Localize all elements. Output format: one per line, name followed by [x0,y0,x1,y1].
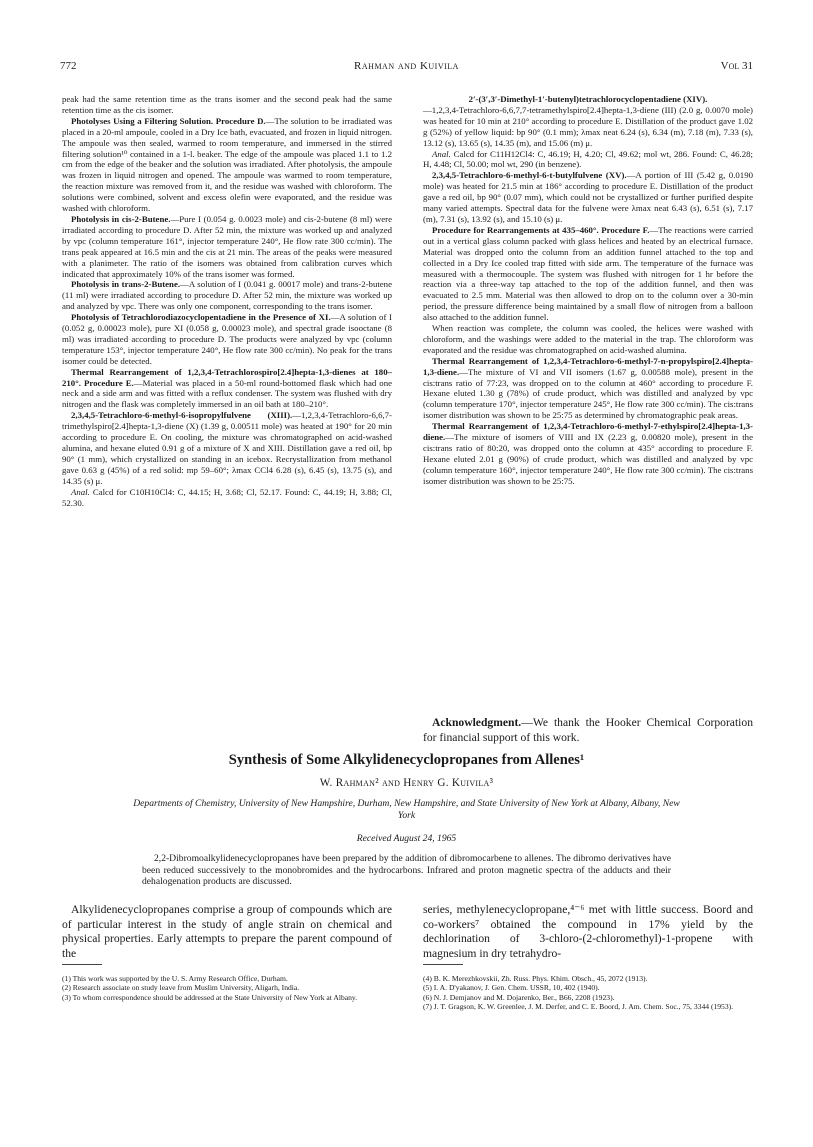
compound-heading: 2′-(3′,3′-Dimethyl-1′-butenyl)tetrachlorocyclopentadiene (XIV). [468,94,708,104]
footnote: (6) N. J. Demjanov and M. Dojarenko, Ber., B66, 2208 (1923). [423,992,615,1002]
footnotes-left [62,974,392,1002]
footnote-divider [62,964,102,965]
acknowledgment-text: —We thank the Hooker Chemical Corporation for financial support of this work. [423,716,753,744]
footnote: (1) This work was supported by the U. S. Army Research Office, Durham. [62,974,288,983]
footnote: (4) B. K. Merezhkovskii, Zh. Russ. Phys. Khim. Obsch., 45, 2072 (1913). [423,974,648,983]
article-title: Synthesis of Some Alkylidenecyclopropanes from Allenes¹ [228,752,585,768]
footnote: (3) To whom correspondence should be addressed at the State University of New York at Albany. [62,992,358,1002]
paragraph: Photolysis of Tetrachlorodiazocyclopentadiene in the Presence of XI.—A solution of I (0.052 g, 0.00023 mole), pure XI (0.058 g, 0.00023 mole), and spectral grade isooctane (8 ml) was irradiated according to procedure D. The products were analyzed by vpc (column temperature 153°, injector temperature 240°, He flow rate 300 cc/min). No peak for the trans isomer could be detected. [62,312,392,366]
affiliation: Departments of Chemistry, University of New Hampshire, Durham, New Hampshire, and State University of New York at Albany, Albany, New York [133,798,680,821]
intro-right-column [423,903,753,961]
footnote: (5) I. A. D'yakanov, J. Gen. Chem. USSR, 10, 402 (1940). [423,983,600,993]
paragraph: Anal. Calcd for C11H12Cl4: C, 46.19; H, 4.20; Cl, 49.62; mol wt, 286. Found: C, 46.28; H, 4.48; Cl, 50.00; mol wt, 290 (in benzene). [423,148,753,170]
section-heading: Thermal Rearrangement of 1,2,3,4-Tetrachloro-6-methyl-7-n-propylspiro[2.4]hepta-1,3-diene. [423,355,753,377]
experimental-left-column [62,94,392,508]
intro-paragraph: Alkylidenecyclopropanes comprise a group of compounds which are of particular interest in the study of angle strain on chemical and physical properties. Early attempts to prepare the parent compound of the [62,903,392,960]
section-heading: 2,3,4,5-Tetrachloro-6-methyl-6-isopropylfulvene (XIII). [71,410,293,421]
intro-left-column [62,903,392,961]
paragraph: Photolyses Using a Filtering Solution. Procedure D.—The solution to be irradiated was placed in a 20-ml ampoule, cooled in a Dry Ice bath, evacuated, and frozen in liquid nitrogen. The ampoule was then sealed, warmed to room temperature, and immersed in the stirred filtering solution¹⁰ contained in a 1-l. beaker. The edge of the ampoule was placed 1.1 to 1.2 cm from the edge of the beaker and the solution was irradiated. After photolysis, the ampoule was frozen in liquid nitrogen and opened. The ampoule was warmed to room temperature, the reaction mixture was removed from it, and the residue was washed with chloroform. The solutions were combined, solvent and excess olefin were evaporated, and the residue was washed with chloroform. [62,115,392,214]
section-heading: Thermal Rearrangement of 1,2,3,4-Tetrachlorospiro[2.4]hepta-1,3-dienes at 180–210°. Procedure E. [62,366,392,388]
acknowledgment-heading: Acknowledgment. [432,716,522,729]
section-heading: Photolysis in trans-2-Butene. [71,279,181,290]
anal-label: Anal. [432,148,451,159]
received-date: Received August 24, 1965 [356,833,457,844]
paragraph: 2,3,4,5-Tetrachloro-6-methyl-6-t-butylfulvene (XV).—A portion of III (5.42 g, 0.0190 mole) was heated for 21.5 min at 186° according to procedure E. Distillation of the product gave a red oil, bp 90° (0.07 mm), which could not be crystallized or further purified despite many varied attempts. Spectral data for the fulvene were λmax neat 6.43 (s), 6.51 (s), 7.17 (m), 7.31 (s), 13.92 (s), and 15.10 (s) μ. [423,170,753,224]
anal-label: Anal. [71,486,90,497]
paragraph: Photolysis in trans-2-Butene.—A solution of I (0.041 g. 00017 mole) and trans-2-butene (11 ml) were irradiated according to procedure D. After 52 min, the mixture was worked up and analyzed by vpc. There was only one component, corresponding to the trans isomer. [62,279,392,312]
article-authors: W. Rahman² and Henry G. Kuivila³ [319,777,494,789]
paragraph: Photolysis in cis-2-Butene.—Pure I (0.054 g. 0.0023 mole) and cis-2-butene (8 ml) were irradiated according to procedure D. After 52 min, the mixture was worked up and analyzed by vpc (column temperature 161°, injector temperature 240°, He flow rate 300 cc/min). The trans peak appeared at 16.5 min and the cis at 21 min. The areas of the peaks were measured with a planimeter. The ratio of the isomers was obtained from calibration curves which indicated that approximately 10% of the trans isomer was formed. [62,213,392,279]
volume-label: Vol 31 [720,60,753,72]
section-heading: Photolysis of Tetrachlorodiazocyclopentadiene in the Presence of XI. [71,312,331,323]
abstract [142,853,671,888]
paragraph: Thermal Rearrangement of 1,2,3,4-Tetrachlorospiro[2.4]hepta-1,3-dienes at 180–210°. Procedure E.—Material was placed in a 50-ml round-bottomed flask which had one neck and a side arm and was fitted with a reflux condenser. The system was flushed with dry nitrogen and the flask was completely immersed in an oil bath at 180–210°. [62,366,392,410]
intro-paragraph: series, methylenecyclopropane,⁴⁻⁶ met with little success. Boord and co-workers⁷ obtained the compound in 17% yield by the dechlorination of 3-chloro-(2-chloromethyl)-1-propene with magnesium in dry tetrahydro- [423,903,753,960]
running-head [60,60,753,76]
section-heading: Photolysis in cis-2-Butene. [71,213,171,224]
footnote-divider [423,964,463,965]
paragraph: Anal. Calcd for C10H10Cl4: C, 44.15; H, 3.68; Cl, 52.17. Found: C, 44.19; H, 3.88; Cl, 52.30. [62,486,392,508]
experimental-right-column [423,94,753,487]
paragraph: When reaction was complete, the column was cooled, the helices were washed with chloroform, and the washings were added to the material in the trap. The chloroform was evaporated and the residue was chromatographed on acid-washed alumina. [423,323,753,355]
section-heading: 2,3,4,5-Tetrachloro-6-methyl-6-t-butylfulvene (XV). [432,170,627,181]
paragraph: Thermal Rearrangement of 1,2,3,4-Tetrachloro-6-methyl-7-ethylspiro[2.4]hepta-1,3-diene.—The mixture of isomers of VIII and IX (2.23 g, 0.00820 mole), present in the cis:trans ratio of 80:20, was dropped onto the column at 435° according to procedure F. Hexane eluted 2.01 g (90%) of crude product, which was distilled and analyzed by vpc (column temperature 160°, injector temperature 240°, He flow rate 300 cc/min). The cis:trans isomer distribution was shown to be 25:75. [423,421,753,486]
running-head-authors: Rahman and Kuivila [354,60,459,72]
section-heading: Photolyses Using a Filtering Solution. Procedure D. [71,115,266,126]
footnotes-right [423,974,753,1012]
abstract-text: 2,2-Dibromoalkylidenecyclopropanes have been prepared by the addition of dibromocarbene to allenes. The dibromo derivatives have been reduced successively to the monobromides and the hydrocarbons. Infrared and proton magnetic spectra of the adducts and their dehalogenation products are discussed. [142,853,671,888]
paragraph: Thermal Rearrangement of 1,2,3,4-Tetrachloro-6-methyl-7-n-propylspiro[2.4]hepta-1,3-diene.—The mixture of VI and VII isomers (1.67 g, 0.00588 mole), present in the cis:trans ratio of 77:23, was dropped on to the column at 460° according to procedure F. Hexane eluted 1.30 g (78%) of crude product, which was distilled and analyzed by vpc (column temperature 170°, injector temperature 245°, He flow rate 300 cc/min). The cis:trans isomer distribution was shown to be 25:75 as determined by chromatographic peak areas. [423,355,753,421]
paragraph: 2,3,4,5-Tetrachloro-6-methyl-6-isopropylfulvene (XIII).—1,2,3,4-Tetrachloro-6,6,7-trimethylspiro[2.4]hepta-1,3-diene (X) (1.39 g, 0.00511 mole) was heated at 190° for 20 min according to procedure E. On cooling, the mixture was chromatographed on acid-washed alumina, and hexane eluted 0.91 g of a mixture of X and XIII. Distillation gave a red oil, bp 90° (1 mm), which crystallized on standing in an icebox. Recrystallization from methanol gave 0.63 g (45%) of a red solid: mp 59–60°; λmax CCl4 6.28 (s), 6.45 (s), 13.75 (s), and 14.35 (s) μ. [62,410,392,486]
paragraph: —1,2,3,4-Tetrachloro-6,6,7,7-tetramethylspiro[2.4]hepta-1,3-diene (III) (2.0 g, 0.0070 mole) was heated for 10 min at 210° according to procedure E. Distillation of the product gave 1.02 g (52%) of yellow liquid: bp 90° (0.1 mm); λmax neat 6.24 (s), 6.34 (m), 7.18 (m), 7.33 (s), 13.12 (s), 13.65 (s), 14.35 (m), and 15.06 (m) μ. [423,104,753,148]
page-number: 772 [60,60,77,72]
paragraph: peak had the same retention time as the trans isomer and the second peak had the same retention time as the cis isomer. [62,94,392,115]
footnote: (7) J. T. Gragson, K. W. Greenlee, J. M. Derfer, and C. E. Boord, J. Am. Chem. Soc., 75, 3344 (1953). [423,1002,734,1012]
paragraph: Procedure for Rearrangements at 435–460°. Procedure F.—The reactions were carried out in a vertical glass column packed with glass helices and heated by an electrical furnace. Material was dropped onto the column from an addition funnel attached to the top and collected in a Dry Ice cooled trap fitted with side arm. The temperature of the furnace was measured with a thermocouple. The system was flushed with nitrogen for 1 hr before the reaction via a three-way tap attached to the top of the addition funnel, and then was evacuated to 2.5 mm. Material was then allowed to drop on to the column over a 30-min period, the pressure difference being maintained by a small flow of nitrogen from a balloon also attached to the addition funnel. [423,224,753,323]
section-heading: Procedure for Rearrangements at 435–460°. Procedure F. [432,224,650,235]
footnote: (2) Research associate on study leave from Muslim University, Aligarh, India. [62,983,300,993]
section-heading: Thermal Rearrangement of 1,2,3,4-Tetrachloro-6-methyl-7-ethylspiro[2.4]hepta-1,3-diene. [423,421,753,443]
acknowledgment [423,716,753,745]
